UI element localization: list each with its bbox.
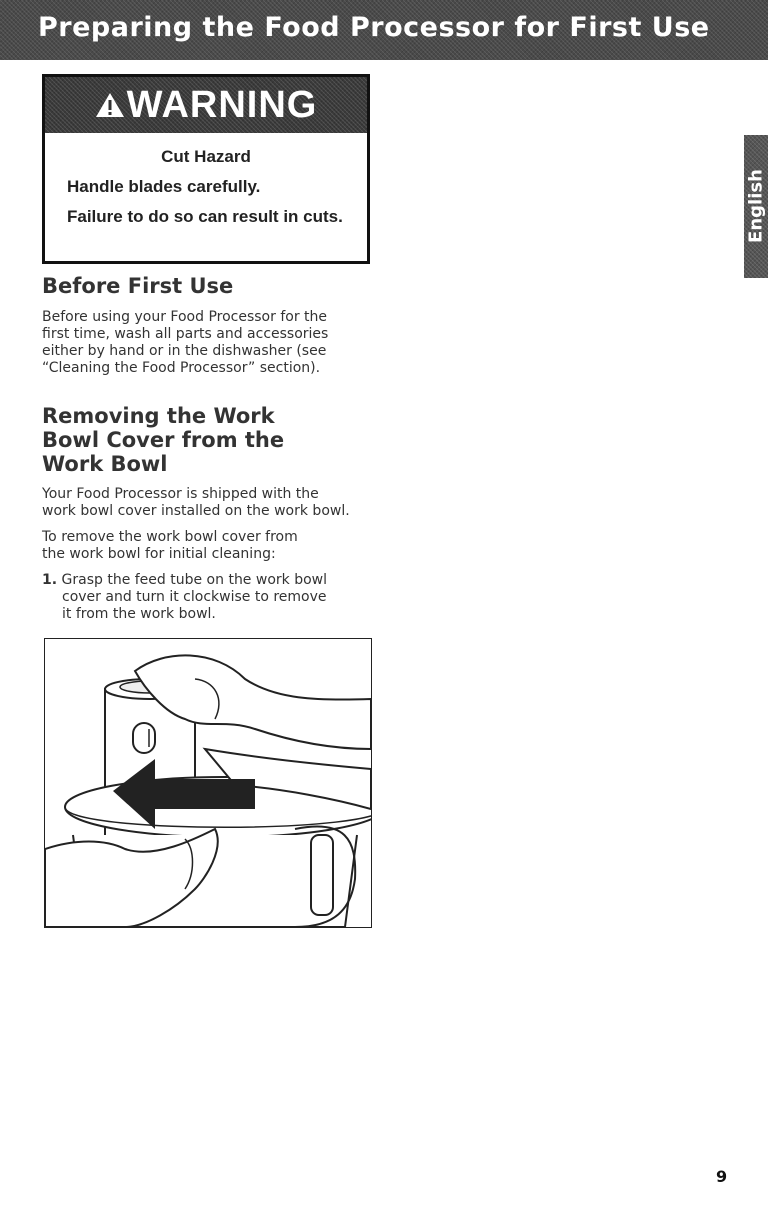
step-number: 1. — [42, 572, 58, 588]
step-line: it from the work bowl. — [62, 606, 216, 622]
page-title: Preparing the Food Processor for First Use — [38, 12, 710, 43]
text-line: work bowl cover installed on the work bowl. — [42, 503, 350, 519]
removing-cover-para-2 — [42, 529, 382, 563]
before-first-use-text — [42, 309, 382, 377]
text-line: either by hand or in the dishwasher (see — [42, 343, 327, 359]
warning-line: Failure to do so can result in cuts. — [67, 207, 343, 226]
warning-line: Handle blades carefully. — [67, 177, 261, 196]
warning-box — [42, 74, 370, 264]
page-banner — [0, 0, 768, 60]
before-first-use-heading: Before First Use — [42, 274, 234, 298]
page-number: 9 — [716, 1167, 728, 1186]
removing-cover-para-1 — [42, 486, 382, 520]
text-line: Before using your Food Processor for the — [42, 309, 327, 325]
illustration-remove-cover — [44, 638, 372, 928]
text-line: “Cleaning the Food Processor” section). — [42, 360, 321, 376]
warning-hazard: Cut Hazard — [161, 147, 251, 166]
text-line: Your Food Processor is shipped with the — [42, 486, 319, 502]
language-tab — [744, 135, 768, 278]
warning-signal-word: WARNING — [126, 83, 318, 126]
warning-header — [45, 77, 367, 133]
text-line: first time, wash all parts and accessories — [42, 326, 329, 342]
step-text: Grasp the feed tube on the work bowl — [61, 572, 327, 588]
heading-line: Bowl Cover from the — [42, 428, 285, 452]
step-line — [42, 572, 382, 589]
heading-line: Work Bowl — [42, 452, 168, 476]
heading-line: Removing the Work — [42, 404, 275, 428]
food-processor-illustration — [45, 639, 371, 927]
language-tab-label: English — [745, 169, 767, 243]
text-line: the work bowl for initial cleaning: — [42, 546, 276, 562]
step-1 — [42, 572, 382, 623]
text-line: To remove the work bowl cover from — [42, 529, 298, 545]
warning-body — [45, 147, 367, 227]
removing-cover-heading — [42, 404, 284, 476]
warning-triangle-icon — [95, 91, 125, 119]
step-line: cover and turn it clockwise to remove — [62, 589, 327, 605]
